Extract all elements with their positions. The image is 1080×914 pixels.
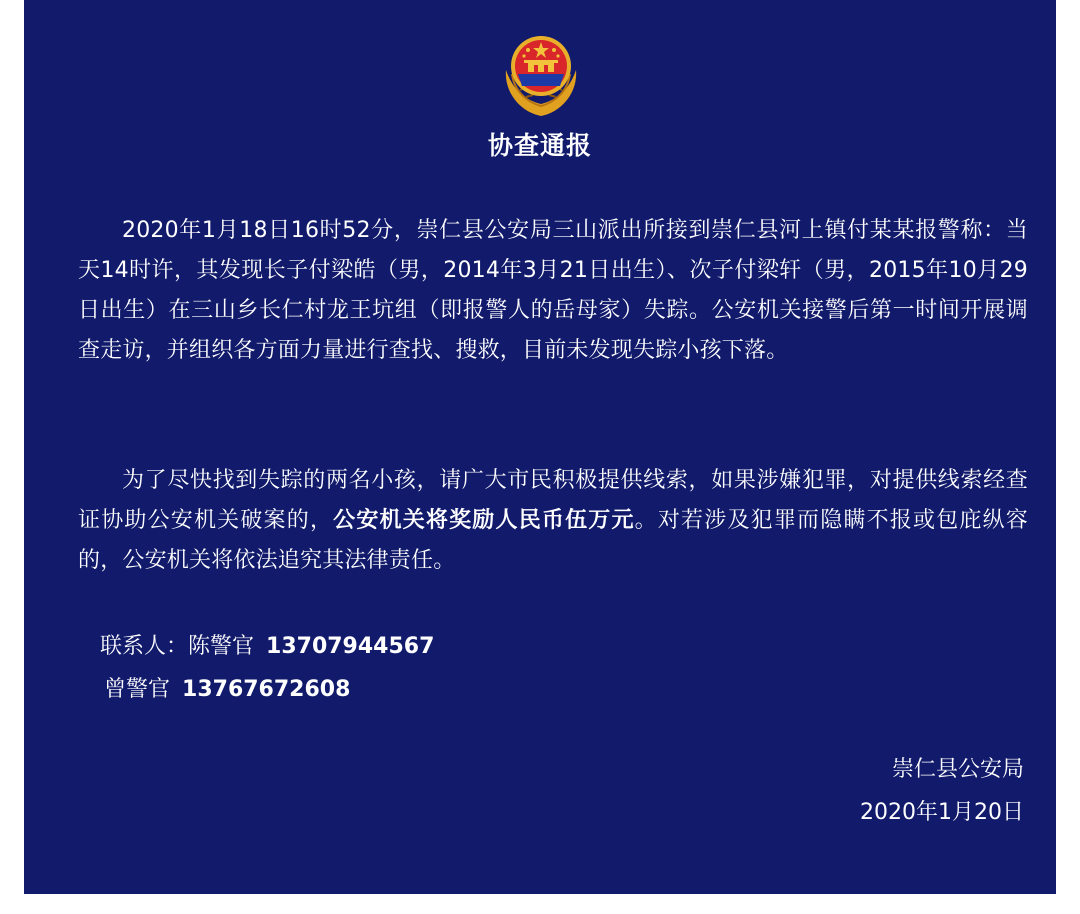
paragraph-incident-text: 2020年1月18日16时52分，崇仁县公安局三山派出所接到崇仁县河上镇付某某报警称：当天14时许，其发现长子付梁皓（男，2014年3月21日出生）、次子付梁轩（男，2015年10月29日出生）在三山乡长仁村龙王坑组（即报警人的岳母家）失踪。公安机关接警后第一时间开展调查走访，并组织各方面力量进行查找、搜救，目前未发现失踪小孩下落。 bbox=[78, 218, 1028, 363]
signature-date: 2020年1月20日 bbox=[860, 800, 1024, 825]
paragraph-reward-text bbox=[78, 461, 1028, 581]
contact-line-2 bbox=[104, 670, 350, 710]
paragraph-reward bbox=[78, 461, 1028, 581]
contact2-label: 曾警官 bbox=[104, 677, 171, 702]
police-emblem-icon bbox=[498, 30, 584, 120]
paragraph-incident bbox=[78, 211, 1028, 371]
reward-text-part1: 为了尽快找到失踪的两名小孩，请广大市民积极提供线索，如果涉嫌犯罪，对提供线索经查证协助公安机关破案的， bbox=[78, 468, 1028, 533]
contact1-label: 联系人：陈警官 bbox=[100, 634, 255, 659]
signature-organization: 崇仁县公安局 bbox=[891, 757, 1024, 782]
reward-amount-text: 公安机关将奖励人民币伍万元 bbox=[333, 508, 635, 533]
contact1-phone: 13707944567 bbox=[266, 634, 435, 659]
notice-title: 协查通报 bbox=[487, 131, 592, 160]
contact-line-1 bbox=[100, 627, 434, 667]
reward-text-part2: 。对若涉及犯罪而隐瞒不报或包庇纵容的，公安机关将依法追究其法律责任。 bbox=[78, 508, 1028, 573]
contact2-phone: 13767672608 bbox=[182, 677, 351, 702]
notice-panel bbox=[24, 0, 1056, 894]
